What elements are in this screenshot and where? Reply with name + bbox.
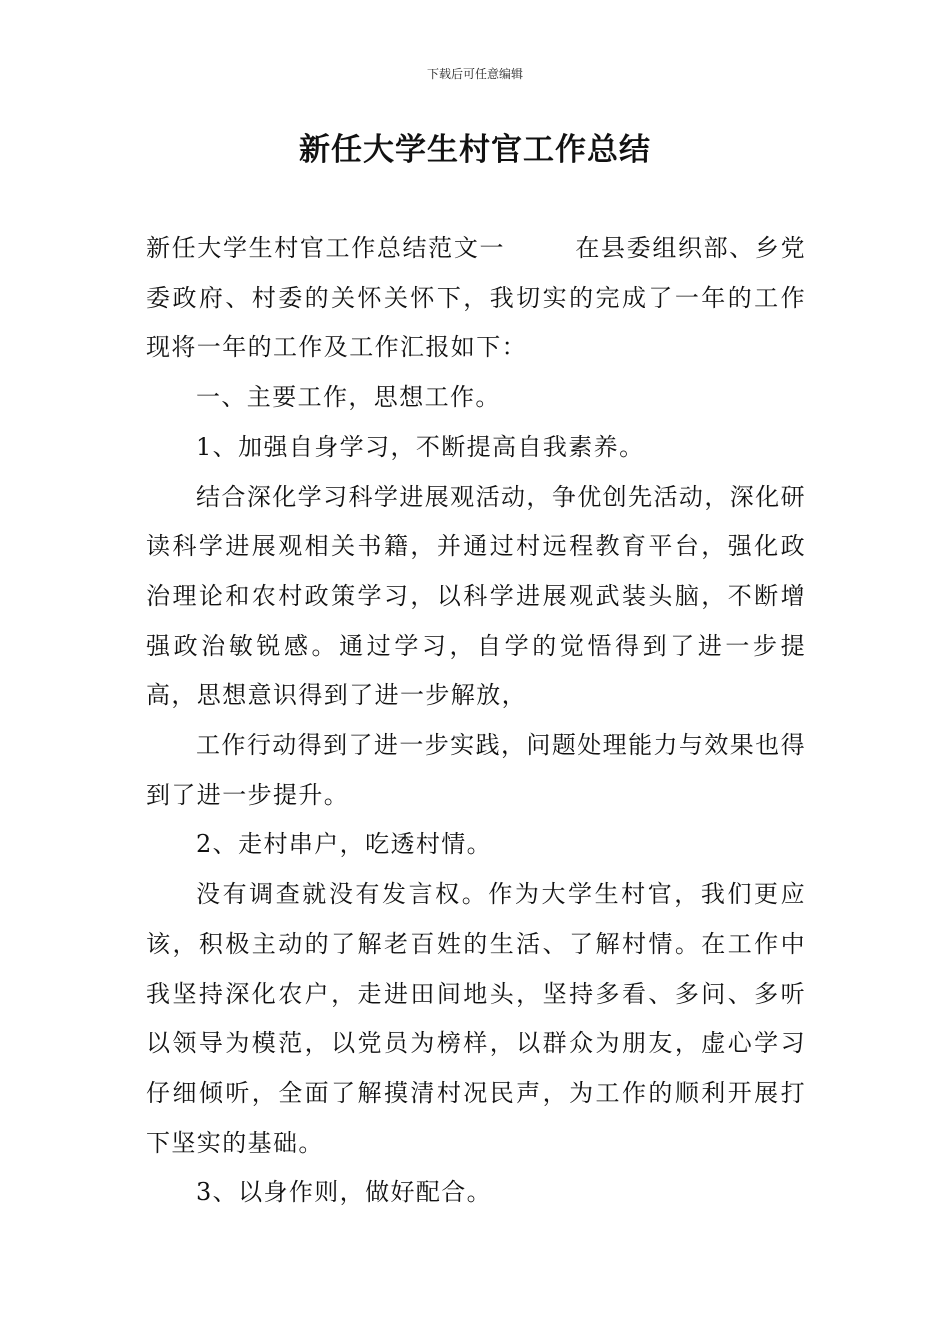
document-body <box>146 224 806 1218</box>
section-heading-main-work: 一、主要工作，思想工作。 <box>196 383 501 412</box>
subheading-lead-by-example: 3、以身作则，做好配合。 <box>196 1178 493 1207</box>
intro-paragraph <box>146 224 806 373</box>
subheading-village-visits: 2、走村串户，吃透村情。 <box>196 830 493 859</box>
paragraph-village-visits: 没有调查就没有发言权。作为大学生村官，我们更应该，积极主动的了解老百姓的生活、了解村情。在工作中我坚持深化农户，走进田间地头，坚持多看、多问、多听以领导为模范，以党员为榜样，以群众为朋友，虚心学习仔细倾听，全面了解摸清村况民声，为工作的顺利开展打下坚实的基础。 <box>146 880 806 1157</box>
paragraph-self-study: 结合深化学习科学进展观活动，争优创先活动，深化研读科学进展观相关书籍，并通过村远程教育平台，强化政治理论和农村政策学习，以科学进展观武装头脑，不断增强政治敏锐感。通过学习，自学的觉悟得到了进一步提高，思想意识得到了进一步解放， <box>146 482 806 710</box>
document-title: 新任大学生村官工作总结 <box>299 132 651 168</box>
subheading-self-study: 1、加强自身学习，不断提高自我素养。 <box>196 432 645 461</box>
intro-text: 在县委组织部、乡党委政府、村委的关怀关怀下，我切实的完成了一年的工作现将一年的工作及工作汇报如下： <box>146 234 806 362</box>
paragraph-work-action: 工作行动得到了进一步实践，问题处理能力与效果也得到了进一步提升。 <box>146 731 806 809</box>
header-note: 下载后可任意编辑 <box>426 67 523 81</box>
intro-heading: 新任大学生村官工作总结范文一 <box>146 234 506 262</box>
